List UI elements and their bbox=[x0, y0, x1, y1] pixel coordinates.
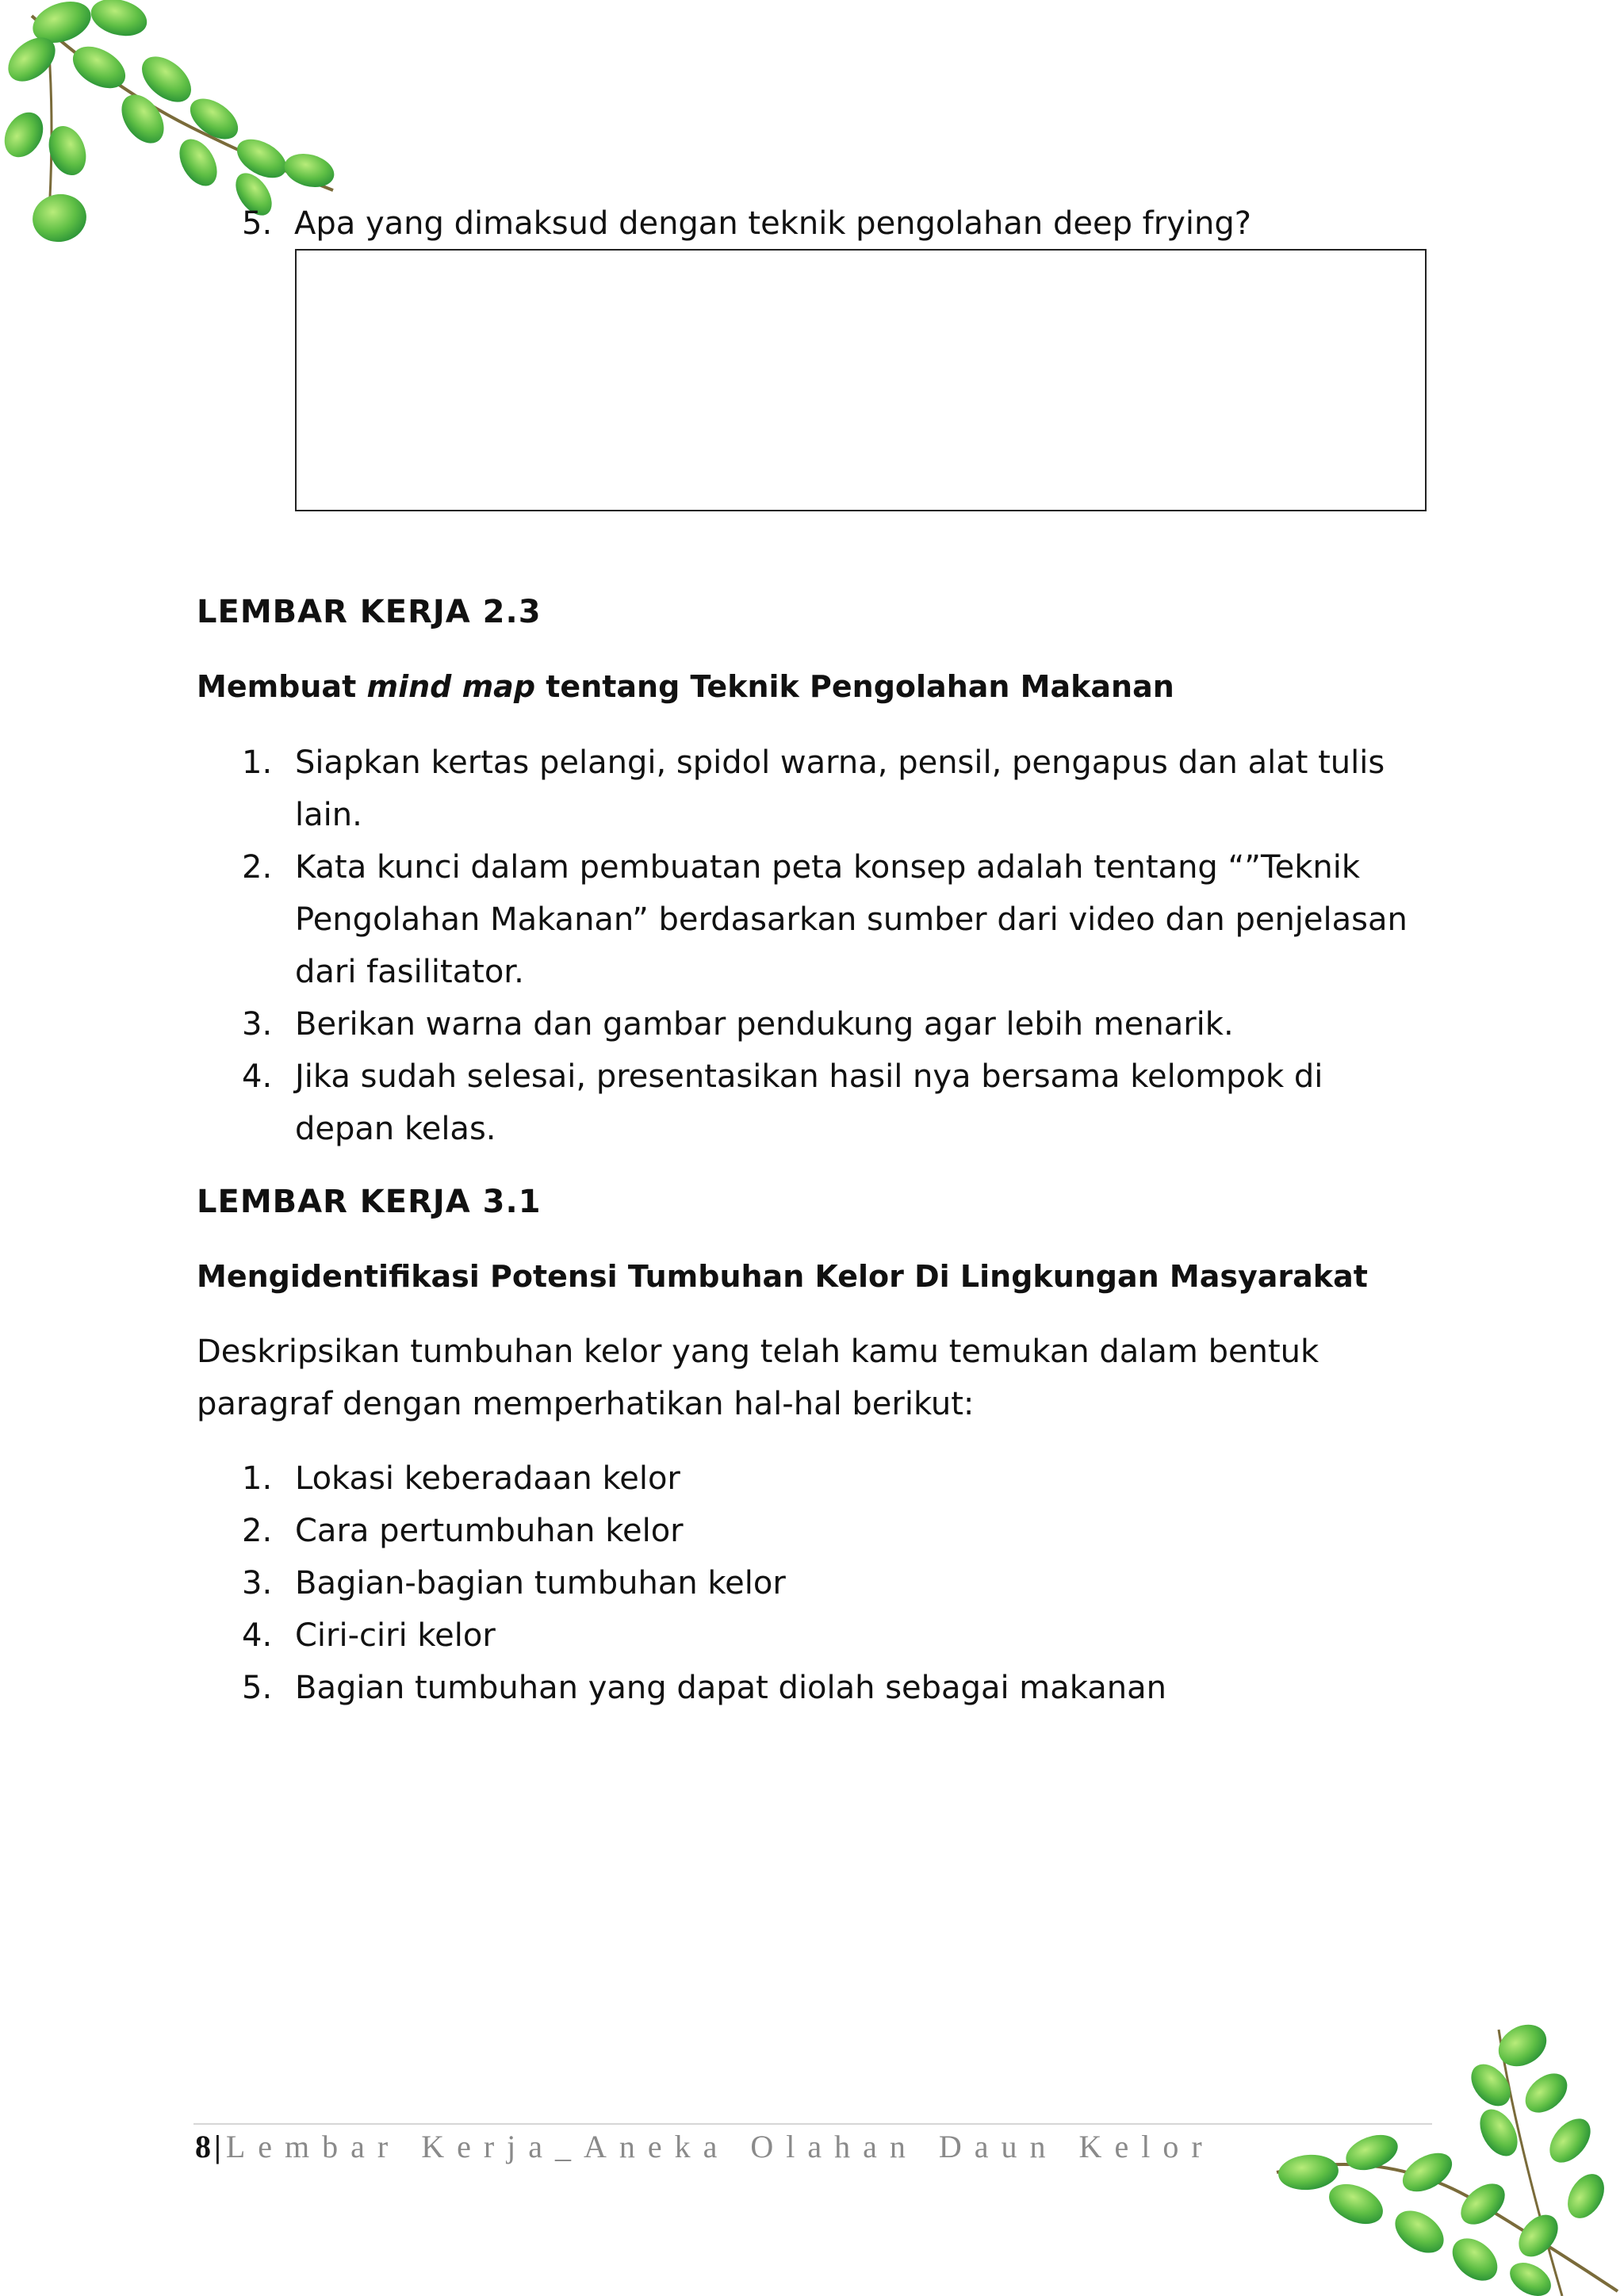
item-number: 5. bbox=[242, 1670, 273, 1706]
list-item bbox=[242, 1452, 1431, 1505]
question-5 bbox=[242, 200, 1251, 247]
item-text: Cara pertumbuhan kelor bbox=[295, 1513, 684, 1549]
list-item bbox=[242, 1505, 1431, 1557]
instruction-list-2-3 bbox=[242, 737, 1431, 1155]
item-number: 3. bbox=[242, 1565, 273, 1601]
list-item bbox=[242, 841, 1431, 998]
question-number: 5. bbox=[242, 205, 273, 242]
footer-separator: | bbox=[214, 2129, 221, 2164]
subtitle-suffix: tentang Teknik Pengolahan Makanan bbox=[535, 669, 1174, 704]
item-text: Ciri-ciri kelor bbox=[295, 1617, 496, 1654]
item-number: 1. bbox=[242, 1460, 273, 1497]
item-text: Lokasi keberadaan kelor bbox=[295, 1460, 680, 1497]
list-item bbox=[242, 1050, 1431, 1155]
item-number: 2. bbox=[242, 849, 273, 886]
subtitle-prefix: Membuat bbox=[197, 669, 367, 704]
item-number: 3. bbox=[242, 1006, 273, 1043]
list-item bbox=[242, 1557, 1431, 1609]
subtitle-italic: mind map bbox=[366, 669, 536, 704]
section-heading-2-3: LEMBAR KERJA 2.3 bbox=[197, 594, 542, 630]
list-item bbox=[242, 737, 1431, 841]
section-subtitle-3-1: Mengidentifikasi Potensi Tumbuhan Kelor Di Lingkungan Masyarakat bbox=[197, 1259, 1368, 1294]
item-text: Siapkan kertas pelangi, spidol warna, pensil, pengapus dan alat tulis lain. bbox=[295, 744, 1385, 833]
list-item bbox=[242, 998, 1431, 1050]
page-number: 8 bbox=[195, 2129, 211, 2164]
item-text: Berikan warna dan gambar pendukung agar lebih menarik. bbox=[295, 1006, 1234, 1043]
item-number: 4. bbox=[242, 1058, 273, 1095]
list-item bbox=[242, 1662, 1431, 1714]
item-text: Kata kunci dalam pembuatan peta konsep adalah tentang “”Teknik Pengolahan Makanan” berdasarkan sumber dari video dan penjelasan dari fasilitator. bbox=[295, 849, 1408, 990]
page-footer bbox=[195, 2125, 1215, 2169]
item-text: Bagian-bagian tumbuhan kelor bbox=[295, 1565, 786, 1601]
section-intro-3-1: Deskripsikan tumbuhan kelor yang telah kamu temukan dalam bentuk paragraf dengan memperhatikan hal-hal berikut: bbox=[197, 1334, 1320, 1422]
question-text: Apa yang dimaksud dengan teknik pengolahan deep frying? bbox=[294, 205, 1251, 242]
item-number: 2. bbox=[242, 1513, 273, 1549]
section-heading-3-1: LEMBAR KERJA 3.1 bbox=[197, 1184, 542, 1220]
item-number: 1. bbox=[242, 744, 273, 781]
list-item bbox=[242, 1609, 1431, 1662]
footer-title: Lembar Kerja_Aneka Olahan Daun Kelor bbox=[225, 2129, 1215, 2164]
instruction-list-3-1 bbox=[242, 1452, 1431, 1714]
answer-box[interactable] bbox=[295, 249, 1427, 511]
moringa-leaf-branch-icon bbox=[1261, 2014, 1624, 2296]
section-subtitle-2-3 bbox=[197, 663, 1174, 710]
item-number: 4. bbox=[242, 1617, 273, 1654]
item-text: Jika sudah selesai, presentasikan hasil nya bersama kelompok di depan kelas. bbox=[295, 1058, 1323, 1147]
item-text: Bagian tumbuhan yang dapat diolah sebagai makanan bbox=[295, 1670, 1166, 1706]
